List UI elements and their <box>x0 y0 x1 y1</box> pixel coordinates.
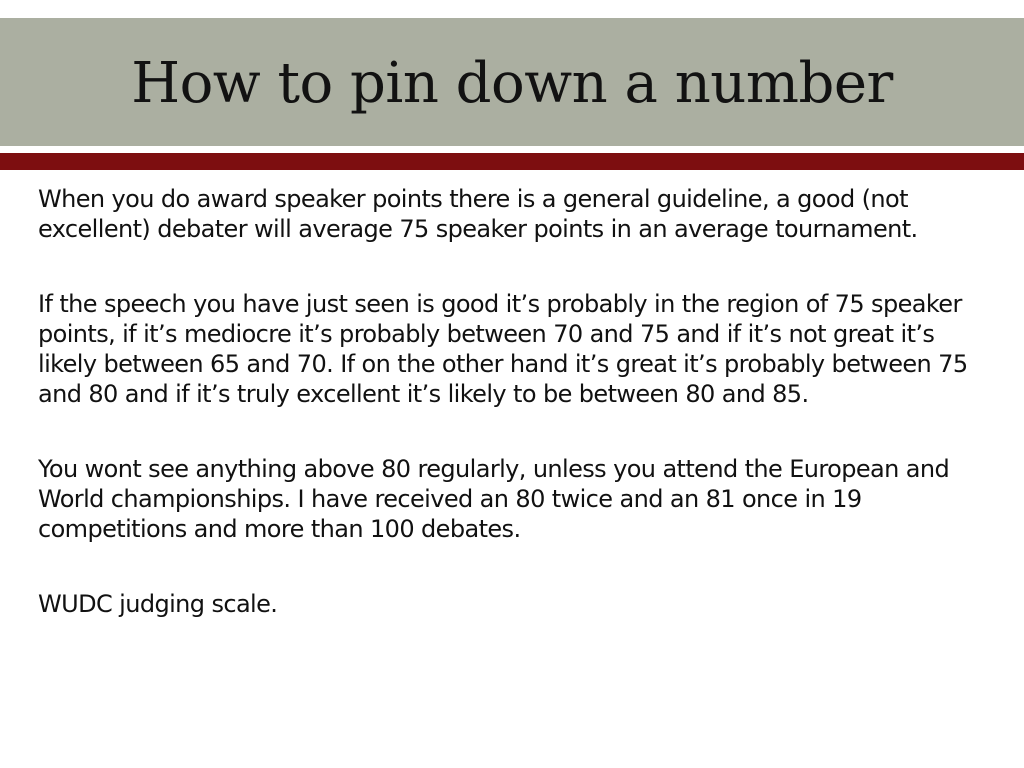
accent-divider <box>0 153 1024 170</box>
paragraph-wudc-scale: WUDC judging scale. <box>38 590 278 618</box>
paragraph-guideline: When you do award speaker points there is a general guideline, a good (not excellent) debater will average 75 speaker points in an average tournament. <box>38 185 918 243</box>
title-band <box>0 18 1024 146</box>
paragraph-score-ranges: If the speech you have just seen is good it’s probably in the region of 75 speaker points, if it’s mediocre it’s probably between 70 and 75 and if it’s not great it’s likely between 65 and 70. If on the other hand it’s great it’s probably between 75 and 80 and if it’s truly excellent it’s likely to be between 80 and 85. <box>38 290 968 408</box>
slide-body <box>38 184 994 664</box>
paragraph-above-80: You wont see anything above 80 regularly, unless you attend the European and World championships. I have received an 80 twice and an 81 once in 19 competitions and more than 100 debates. <box>38 455 950 543</box>
slide-title: How to pin down a number <box>131 51 893 116</box>
